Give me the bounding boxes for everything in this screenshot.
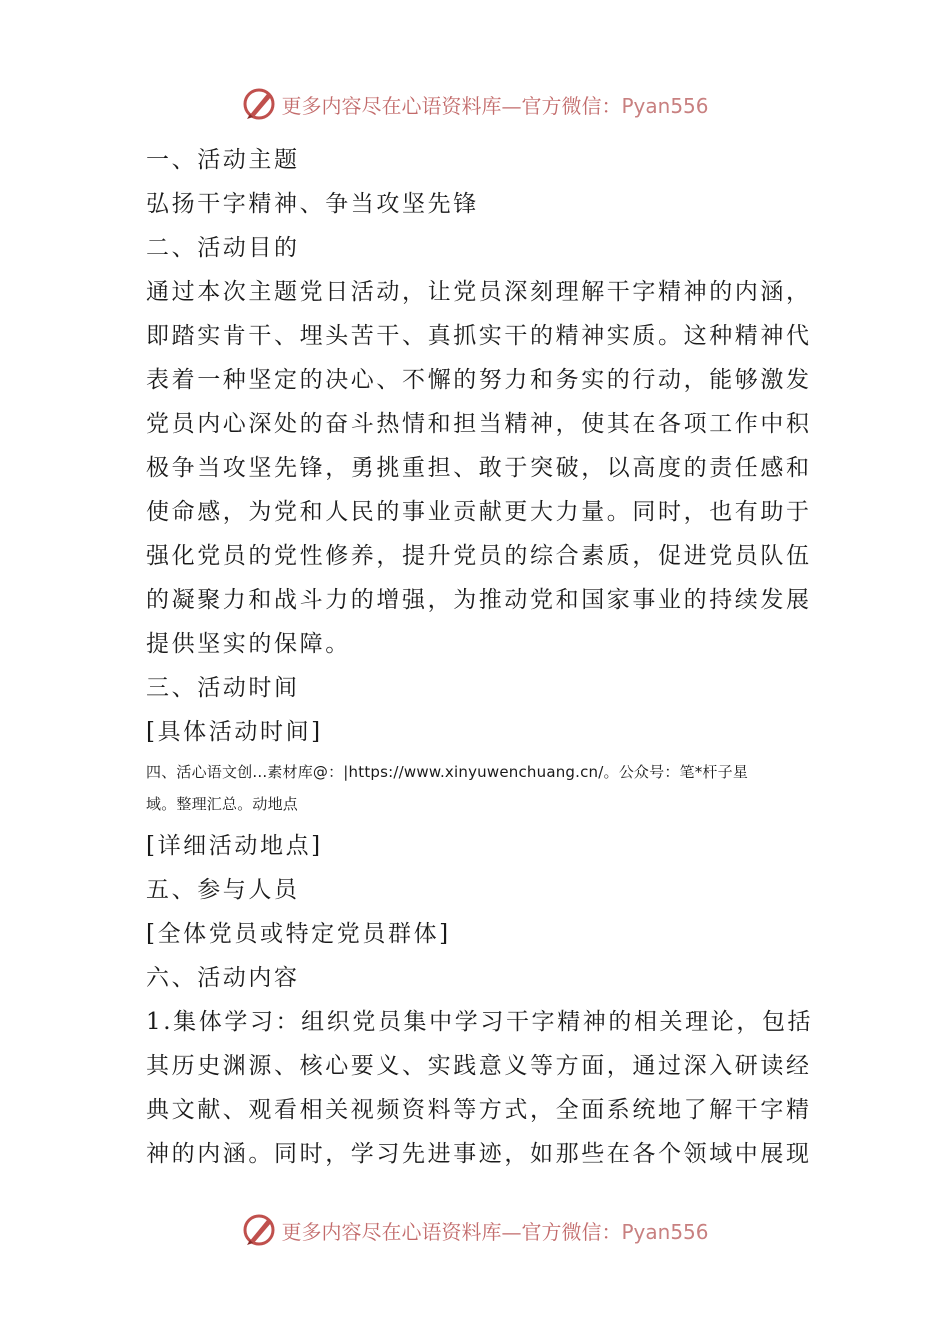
content-line: 神的内涵。同时，学习先进事迹，如那些在各个领域中展现 (146, 1141, 812, 1167)
footer-watermark-banner (0, 1210, 950, 1250)
pen-circle-logo-icon (241, 1212, 277, 1248)
wechat-id: Pyan556 (621, 93, 709, 118)
banner-text: 更多内容尽在心语资料库—官方微信：Pyan556 (281, 93, 709, 118)
purpose-line: 极争当攻坚先锋，勇挑重担、敢于突破，以高度的责任感和 (146, 455, 812, 481)
purpose-line: 提供坚实的保障。 (146, 631, 351, 657)
source-note-line: 四、活心语文创...素材库@：|https://www.xinyuwenchuang.cn/。公众号：笔*杆子星 (146, 763, 749, 781)
heading-participants: 五、参与人员 (146, 877, 300, 903)
pen-circle-logo-icon (241, 86, 277, 122)
theme-text: 弘扬干字精神、争当攻坚先锋 (146, 191, 479, 217)
heading-purpose: 二、活动目的 (146, 235, 300, 261)
time-placeholder: [具体活动时间] (146, 719, 323, 745)
banner-text: 更多内容尽在心语资料库—官方微信：Pyan556 (281, 1219, 709, 1244)
header-watermark-banner (0, 84, 950, 124)
wechat-id: Pyan556 (621, 1219, 709, 1244)
document-body (146, 138, 814, 1176)
content-line: 典文献、观看相关视频资料等方式，全面系统地了解干字精 (146, 1097, 812, 1123)
source-note-line: 域。整理汇总。动地点 (146, 795, 299, 813)
purpose-line: 党员内心深处的奋斗热情和担当精神，使其在各项工作中积 (146, 411, 812, 437)
purpose-line: 强化党员的党性修养，提升党员的综合素质，促进党员队伍 (146, 543, 812, 569)
participants-placeholder: [全体党员或特定党员群体] (146, 921, 451, 947)
purpose-line: 通过本次主题党日活动，让党员深刻理解干字精神的内涵， (146, 279, 812, 305)
heading-time: 三、活动时间 (146, 675, 300, 701)
purpose-line: 的凝聚力和战斗力的增强，为推动党和国家事业的持续发展 (146, 587, 812, 613)
heading-content: 六、活动内容 (146, 965, 300, 991)
purpose-line: 使命感，为党和人民的事业贡献更大力量。同时，也有助于 (146, 499, 812, 525)
purpose-line: 表着一种坚定的决心、不懈的努力和务实的行动，能够激发 (146, 367, 812, 393)
location-placeholder: [详细活动地点] (146, 833, 323, 859)
content-line: 1.集体学习：组织党员集中学习干字精神的相关理论，包括 (146, 1009, 814, 1035)
content-line: 其历史渊源、核心要义、实践意义等方面，通过深入研读经 (146, 1053, 812, 1079)
purpose-line: 即踏实肯干、埋头苦干、真抓实干的精神实质。这种精神代 (146, 323, 812, 349)
heading-theme: 一、活动主题 (146, 147, 300, 173)
